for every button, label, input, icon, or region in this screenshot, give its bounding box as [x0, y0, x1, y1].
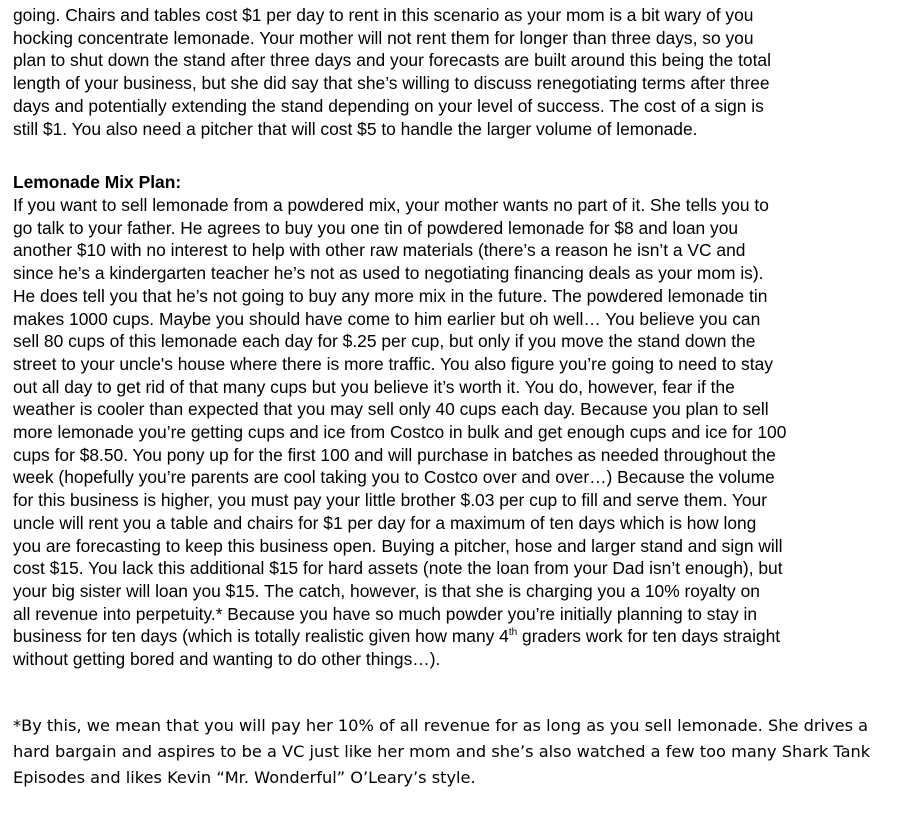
section-heading: Lemonade Mix Plan: [13, 172, 182, 192]
paragraph-mix-plan [13, 194, 908, 671]
text-line: He does tell you that he’s not going to buy any more mix in the future. The powdered lemonade tin [13, 285, 768, 306]
text-fragment: business for ten days (which is totally realistic given how many 4 [13, 626, 509, 647]
text-line: makes 1000 cups. Maybe you should have come to him earlier but oh well… You believe you can [13, 308, 761, 329]
text-line: you are forecasting to keep this business open. Buying a pitcher, hose and larger stand and sign will [13, 535, 783, 556]
text-line: hocking concentrate lemonade. Your mother will not rent them for longer than three days, so you [13, 27, 754, 48]
text-line: sell 80 cups of this lemonade each day for $.25 per cup, but only if you move the stand down the [13, 331, 756, 352]
text-line: all revenue into perpetuity.* Because you have so much powder you’re initially planning to stay in [13, 603, 758, 624]
footnote [13, 713, 908, 791]
text-line: more lemonade you’re getting cups and ice from Costco in bulk and get enough cups and ice for 100 [13, 422, 787, 443]
text-line: for this business is higher, you must pay your little brother $.03 per cup to fill and serve them. Your [13, 490, 767, 511]
text-line: since he’s a kindergarten teacher he’s not as used to negotiating financing deals as your mom is). [13, 263, 764, 284]
text-line: cost $15. You lack this additional $15 for hard assets (note the loan from your Dad isn’t enough), but [13, 558, 783, 579]
footnote-line: hard bargain and aspires to be a VC just like her mom and she’s also watched a few too many Shark Tank [13, 742, 871, 761]
text-line: cups for $8.50. You pony up for the first 100 and will purchase in batches as needed throughout the [13, 444, 776, 465]
text-line: uncle will rent you a table and chairs for $1 per day for a maximum of ten days which is how long [13, 512, 757, 533]
footnote-line: Episodes and likes Kevin “Mr. Wonderful” O’Leary’s style. [13, 768, 476, 787]
text-line [13, 626, 780, 646]
footnote-line: *By this, we mean that you will pay her 10% of all revenue for as long as you sell lemonade. She drives a [13, 716, 869, 735]
text-line: If you want to sell lemonade from a powdered mix, your mother wants no part of it. She tells you to [13, 195, 769, 215]
text-line: week (hopefully you’re parents are cool taking you to Costco over and over…) Because the volume [13, 467, 775, 488]
paragraph-concentrate-plan [13, 4, 908, 140]
text-line: your big sister will loan you $15. The catch, however, is that she is charging you a 10% royalty on [13, 580, 760, 601]
text-line: out all day to get rid of that many cups but you believe it’s worth it. You do, however, fear if the [13, 376, 735, 397]
text-line: street to your uncle's house where there is more traffic. You also figure you’re going to need to stay [13, 353, 773, 374]
text-line: going. Chairs and tables cost $1 per day to rent in this scenario as your mom is a bit wary of you [13, 5, 754, 25]
text-line: plan to shut down the stand after three days and your forecasts are built around this being the total [13, 50, 771, 71]
text-line: still $1. You also need a pitcher that will cost $5 to handle the larger volume of lemonade. [13, 118, 698, 139]
text-line: without getting bored and wanting to do other things…). [13, 649, 441, 670]
text-line: go talk to your father. He agrees to buy you one tin of powdered lemonade for $8 and loan you [13, 217, 739, 238]
text-line: days and potentially extending the stand depending on your level of success. The cost of a sign is [13, 95, 764, 116]
ordinal-superscript: th [508, 627, 518, 639]
text-line: length of your business, but she did say that she’s willing to discuss renegotiating terms after three [13, 73, 770, 94]
text-fragment: graders work for ten days straight [517, 626, 781, 647]
text-line: another $10 with no interest to help with other raw materials (there’s a reason he isn’t a VC and [13, 240, 746, 261]
text-line: weather is cooler than expected that you may sell only 40 cups each day. Because you plan to sell [13, 399, 769, 420]
